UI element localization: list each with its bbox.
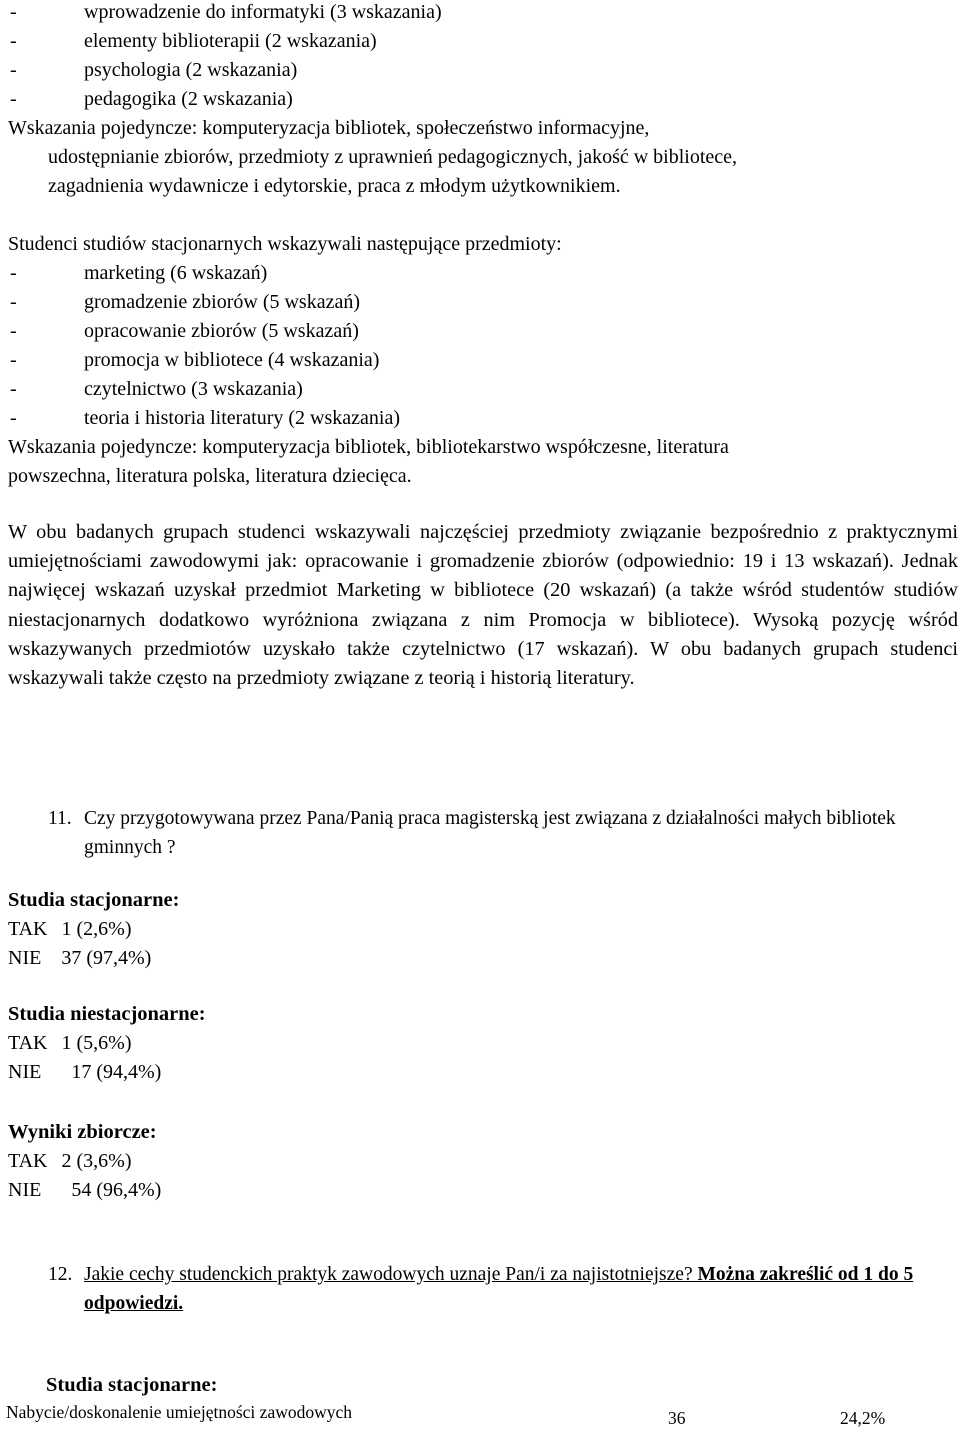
list-item: - elementy biblioterapii (2 wskazania) <box>10 30 377 52</box>
list-item: - marketing (6 wskazań) <box>10 262 268 284</box>
single-indications-line: powszechna, literatura polska, literatura dziecięca. <box>8 465 412 487</box>
single-indications-line: Wskazania pojedyncze: komputeryzacja bibliotek, bibliotekarstwo współczesne, literatura <box>8 436 729 458</box>
answer-no: NIE 54 (96,4%) <box>8 1179 162 1201</box>
single-indications-line: udostępnianie zbiorów, przedmioty z uprawnień pedagogicznych, jakość w bibliotece, <box>48 146 738 168</box>
summary-paragraph: W obu badanych grupach studenci wskazywali najczęściej przedmioty związanie bezpośrednio z praktycznymi umiejętnościami zawodowymi jak: opracowanie i gromadzenie zbiorów (odpowiednio: 19 i 13 wskazań). Jednak najwięcej wskazań uzyskał przedmiot Marketing w bibliotece (20 wskazań) (a także wśród studentów studiów niestacjonarnych dodatkowo wyróżniona związana z nim Promocja w bibliotece). Wysoką pozycję wśród wskazywanych przedmiotów uzyskało także czytelnictwo (17 wskazań). W obu badanych grupach studenci wskazywali także często na przedmioty związane z teorią i historią literatury. <box>8 521 958 690</box>
question-text: Jakie cechy studenckich praktyk zawodowych uznaje Pan/i za najistotniejsze? Można zakreślić od 1 do 5 odpowiedzi. <box>84 1264 914 1314</box>
answer-yes: TAK 2 (3,6%) <box>8 1150 132 1172</box>
question-text: Czy przygotowywana przez Pana/Panią praca magisterską jest związana z działalności małych bibliotek gminnych ? <box>84 808 896 858</box>
results-heading: Wyniki zbiorcze: <box>8 1121 157 1143</box>
answer-no: NIE 37 (97,4%) <box>8 947 152 969</box>
question-12 <box>0 1260 958 1318</box>
list-item: - opracowanie zbiorów (5 wskazań) <box>10 320 359 342</box>
table-cell-percent: 24,2% <box>840 1408 886 1428</box>
results-heading: Studia niestacjonarne: <box>8 1003 206 1025</box>
question-instruction: Można zakreślić od 1 do 5 odpowiedzi. <box>84 1264 914 1314</box>
question-11 <box>0 804 958 862</box>
list-item: - teoria i historia literatury (2 wskazania) <box>10 407 400 429</box>
results-combined <box>8 1118 958 1205</box>
results-nonstationary <box>8 1000 958 1087</box>
answer-yes: TAK 1 (5,6%) <box>8 1032 132 1054</box>
results-stationary <box>8 886 958 973</box>
single-indications-line: zagadnienia wydawnicze i edytorskie, praca z młodym użytkownikiem. <box>48 175 621 197</box>
stationary-intro: Studenci studiów stacjonarnych wskazywali następujące przedmioty: <box>8 233 562 255</box>
table-cell-count: 36 <box>668 1408 686 1428</box>
list-item: - czytelnictwo (3 wskazania) <box>10 378 303 400</box>
list-item: - pedagogika (2 wskazania) <box>10 88 293 110</box>
list-item: - gromadzenie zbiorów (5 wskazań) <box>10 291 360 313</box>
q12-section-heading: Studia stacjonarne: <box>46 1374 218 1396</box>
question-number: 11. <box>48 808 72 829</box>
list-item: - promocja w bibliotece (4 wskazania) <box>10 349 380 371</box>
list-item: - wprowadzenie do informatyki (3 wskazania) <box>10 1 442 23</box>
stationary-section <box>8 230 958 491</box>
answer-yes: TAK 1 (2,6%) <box>8 918 132 940</box>
top-section <box>8 0 958 201</box>
answer-no: NIE 17 (94,4%) <box>8 1061 162 1083</box>
question-number: 12. <box>48 1264 73 1285</box>
results-heading: Studia stacjonarne: <box>8 889 180 911</box>
table-cell-label: Nabycie/doskonalenie umiejętności zawodowych <box>6 1402 353 1422</box>
table-row <box>0 1400 960 1432</box>
list-item: - psychologia (2 wskazania) <box>10 59 298 81</box>
single-indications-line: Wskazania pojedyncze: komputeryzacja bibliotek, społeczeństwo informacyjne, <box>8 117 650 139</box>
